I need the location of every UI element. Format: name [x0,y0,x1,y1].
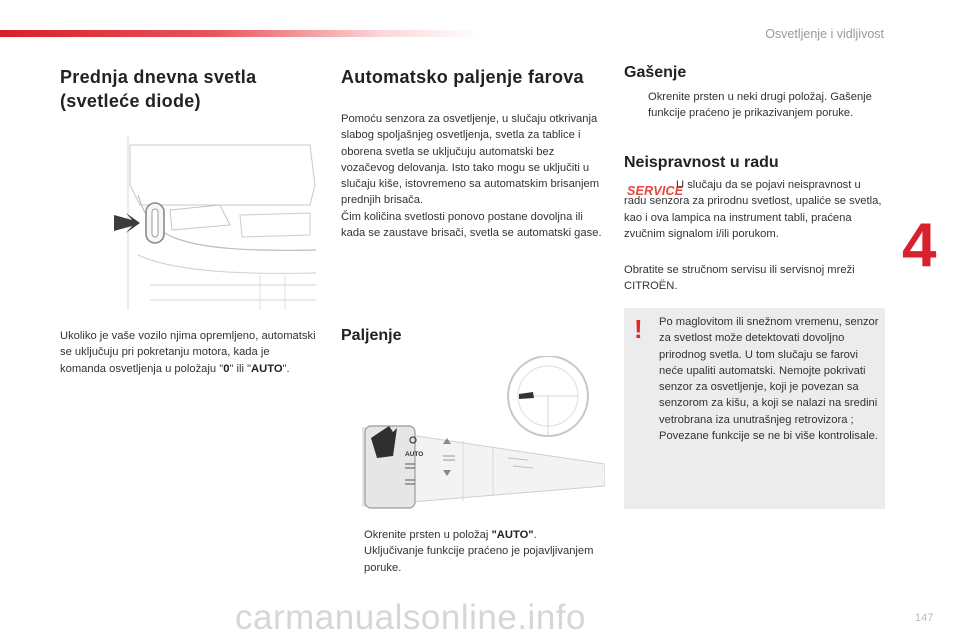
indicator-mark-icon [519,392,534,399]
daytime-lights-text: Ukoliko je vaše vozilo njima opremljeno, automatski se uključuju pri pokretanju motora, kada je komanda osvetljenja u položaju "0" ili "AUTO". [60,330,316,375]
auto-lights-text2: Čim količina svetlosti ponovo postane dovoljna ili kada se zaustave brisači, svetla se automatski gase. [341,211,602,240]
daytime-lights-title-line1: Prednja dnevna svetla [60,67,257,87]
arrow-pointer-icon [114,213,140,233]
auto-lights-text1: Pomoću senzora za osvetljenje, u slučaju otkrivanja slabog spoljašnjeg osvetljenja, svetla za tablice i oborena svetla se uključuju automatski bez vozačevog delovanja. Isto tako mogu se uključiti u slučaju kiše, istovremeno sa automatskim brisanjem prednjih brisača. [341,113,600,207]
chapter-number: 4 [902,211,937,280]
section-header-title: Osvetljenje i vidljivost [765,27,884,41]
warning-box [624,308,885,509]
daytime-lights-title-line2: (svetleće diode) [60,91,201,111]
light-switch-illustration [343,356,605,514]
neispravnost-text1: U slučaju da se pojavi neispravnost u radu senzora za prirodnu svetlost, upaliće se svetla, kao i ova lampica na instrument tabli, praćena zvučnim signalom i/ili porukom. [624,179,882,240]
gasenje-title: Gašenje [624,64,687,81]
neispravnost-title: Neispravnost u radu [624,154,779,171]
warning-text: Po maglovitom ili snežnom vremenu, senzor za svetlost može detektovati dovoljno prirodnog svetla. U tom slučaju se farovi neće upaliti automatski. Nemojte pokrivati senzor za osvetljenje, koji je povezan sa senzorom za kišu, a koji se nalazi na sredini vetrobrana iza unutrašnjeg retrovizora ; Povezane funkcije se ne bi više kontrolisale. [659,316,879,443]
gasenje-text: Okrenite prsten u neki drugi položaj. Gašenje funkcije praćeno je prikazivanjem poruke. [648,91,872,120]
service-warning-lamp-icon: SERVICE [627,184,684,198]
paljenje-title: Paljenje [341,327,402,344]
auto-position-label: AUTO [405,451,424,458]
auto-lights-title: Automatsko paljenje farova [341,67,584,87]
warning-exclamation-icon: ! [634,314,643,344]
page-number: 147 [915,612,934,624]
watermark: carmanualsonline.info [235,598,586,637]
paljenje-step-text: Okrenite prsten u položaj "AUTO". Uključivanje funkcije praćeno je pojavljivanjem poruke. [364,529,594,574]
neispravnost-text2: Obratite se stručnom servisu ili servisnoj mreži CITROËN. [624,264,855,293]
daytime-lights-illustration [110,135,318,315]
header-accent-bar [0,30,480,37]
